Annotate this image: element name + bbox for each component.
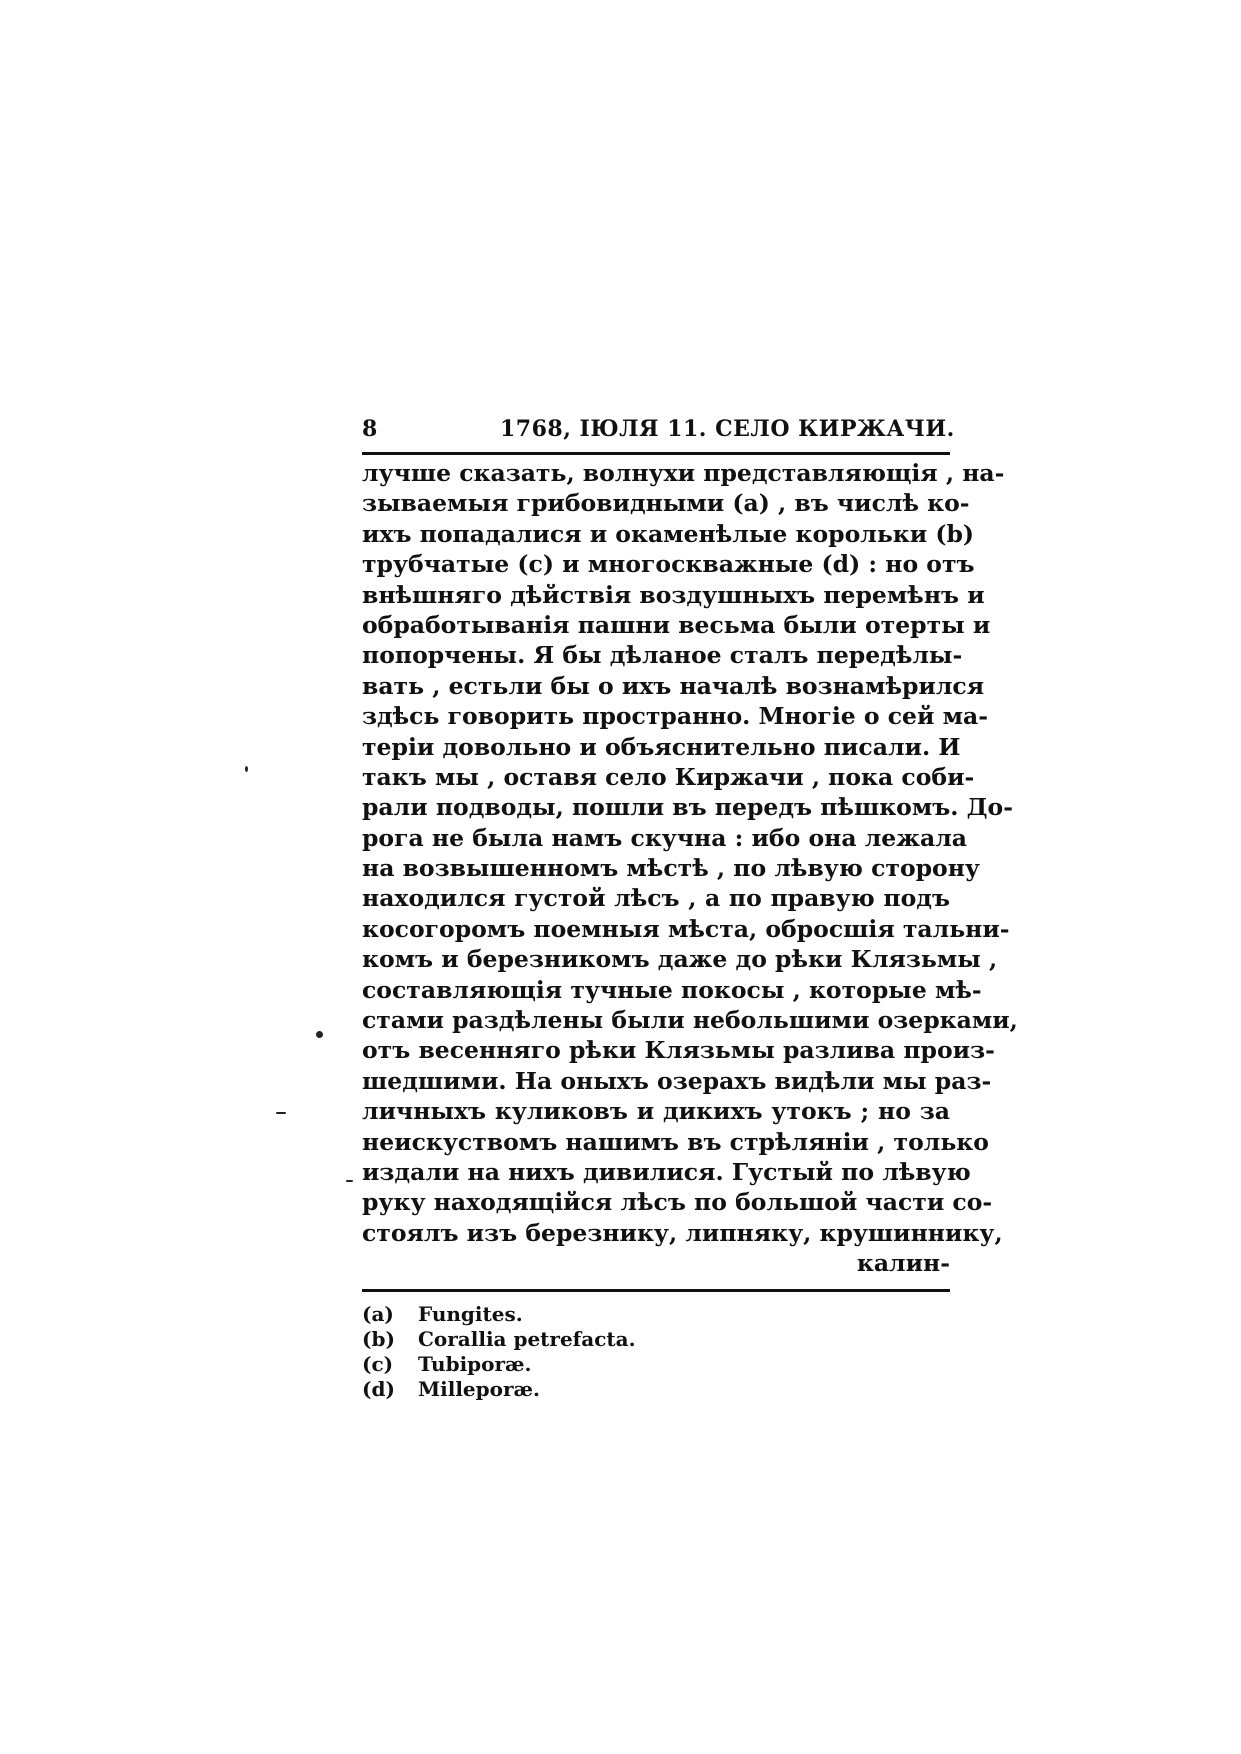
text-line: вать , естьли бы о ихъ началѣ вознамѣрился [362,671,985,700]
ink-speck [245,766,248,772]
text-line: внѣшняго дѣйствія воздушныхъ перемѣнъ и [362,580,985,609]
text-line: косогоромъ поемныя мѣста, обросшія тальни- [362,914,1010,943]
text-line: рога не была намъ скучна : ибо она лежала [362,823,968,852]
footnote-mark: (a) [362,1302,394,1326]
text-line: трубчатые (c) и многоскважные (d) : но отъ [362,550,975,579]
text-line: здѣсь говорить пространно. Многіе о сей ма- [362,702,988,731]
page-number: 8 [362,416,378,442]
footnote [362,1302,762,1327]
text-line: составляющія тучные покосы , которые мѣ- [362,975,982,1004]
footnote [362,1352,762,1377]
footnote [362,1377,762,1402]
text-line: издали на нихъ дивилися. Густый по лѣвую [362,1157,971,1186]
text-line: рали подводы, пошли въ передъ пѣшкомъ. До- [362,793,1013,822]
catchword: калин- [856,1249,950,1278]
text-line: обработыванія пашни весьма были отерты и [362,610,991,639]
footnote [362,1327,762,1352]
main-text [362,458,1018,1279]
ink-speck [316,1031,323,1038]
text-line: такъ мы , оставя село Киржачи , пока соби- [362,762,975,791]
ink-speck [276,1112,286,1114]
text-line: личныхъ куликовъ и дикихъ утокъ ; но за [362,1097,950,1126]
footnote-mark: (d) [362,1377,395,1401]
footnotes [362,1302,762,1402]
text-line: комъ и березникомъ даже до рѣки Клязьмы , [362,945,998,974]
text-line: руку находящійся лѣсъ по большой части со- [362,1188,993,1217]
footnote-text: Milleporæ. [418,1377,540,1401]
text-line: находился густой лѣсъ , а по правую подъ [362,884,950,913]
footnote-mark: (b) [362,1327,395,1351]
footnote-text: Tubiporæ. [418,1352,532,1376]
footnote-rule [362,1289,950,1292]
text-line: стами раздѣлены были небольшими озерками, [362,1006,1018,1035]
footnote-text: Corallia petrefacta. [418,1327,636,1351]
ink-speck [346,1180,353,1182]
text-line: ихъ попадалися и окаменѣлые корольки (b) [362,519,975,548]
text-line: лучше сказать, волнухи представляющія , на- [362,459,1005,487]
running-header [362,412,955,448]
header-rule [362,452,950,455]
text-line: шедшими. На оныхъ озерахъ видѣли мы раз- [362,1066,992,1095]
text-line: на возвышенномъ мѣстѣ , по лѣвую сторону [362,854,980,883]
text-line: зываемыя грибовидными (a) , въ числѣ ко- [362,489,970,518]
text-line: отъ весенняго рѣки Клязьмы разлива произ- [362,1036,995,1065]
text-line: попорчены. Я бы дѣланое сталъ передѣлы- [362,641,963,670]
running-title: 1768, ІЮЛЯ 11. СЕЛО КИРЖАЧИ. [500,416,955,442]
footnote-mark: (c) [362,1352,394,1376]
text-line: теріи довольно и объяснительно писали. И [362,732,961,761]
text-line: стоялъ изъ березнику, липняку, крушиннику, [362,1218,1003,1247]
footnote-text: Fungites. [418,1302,523,1326]
text-line: неискуствомъ нашимъ въ стрѣляніи , только [362,1127,989,1156]
